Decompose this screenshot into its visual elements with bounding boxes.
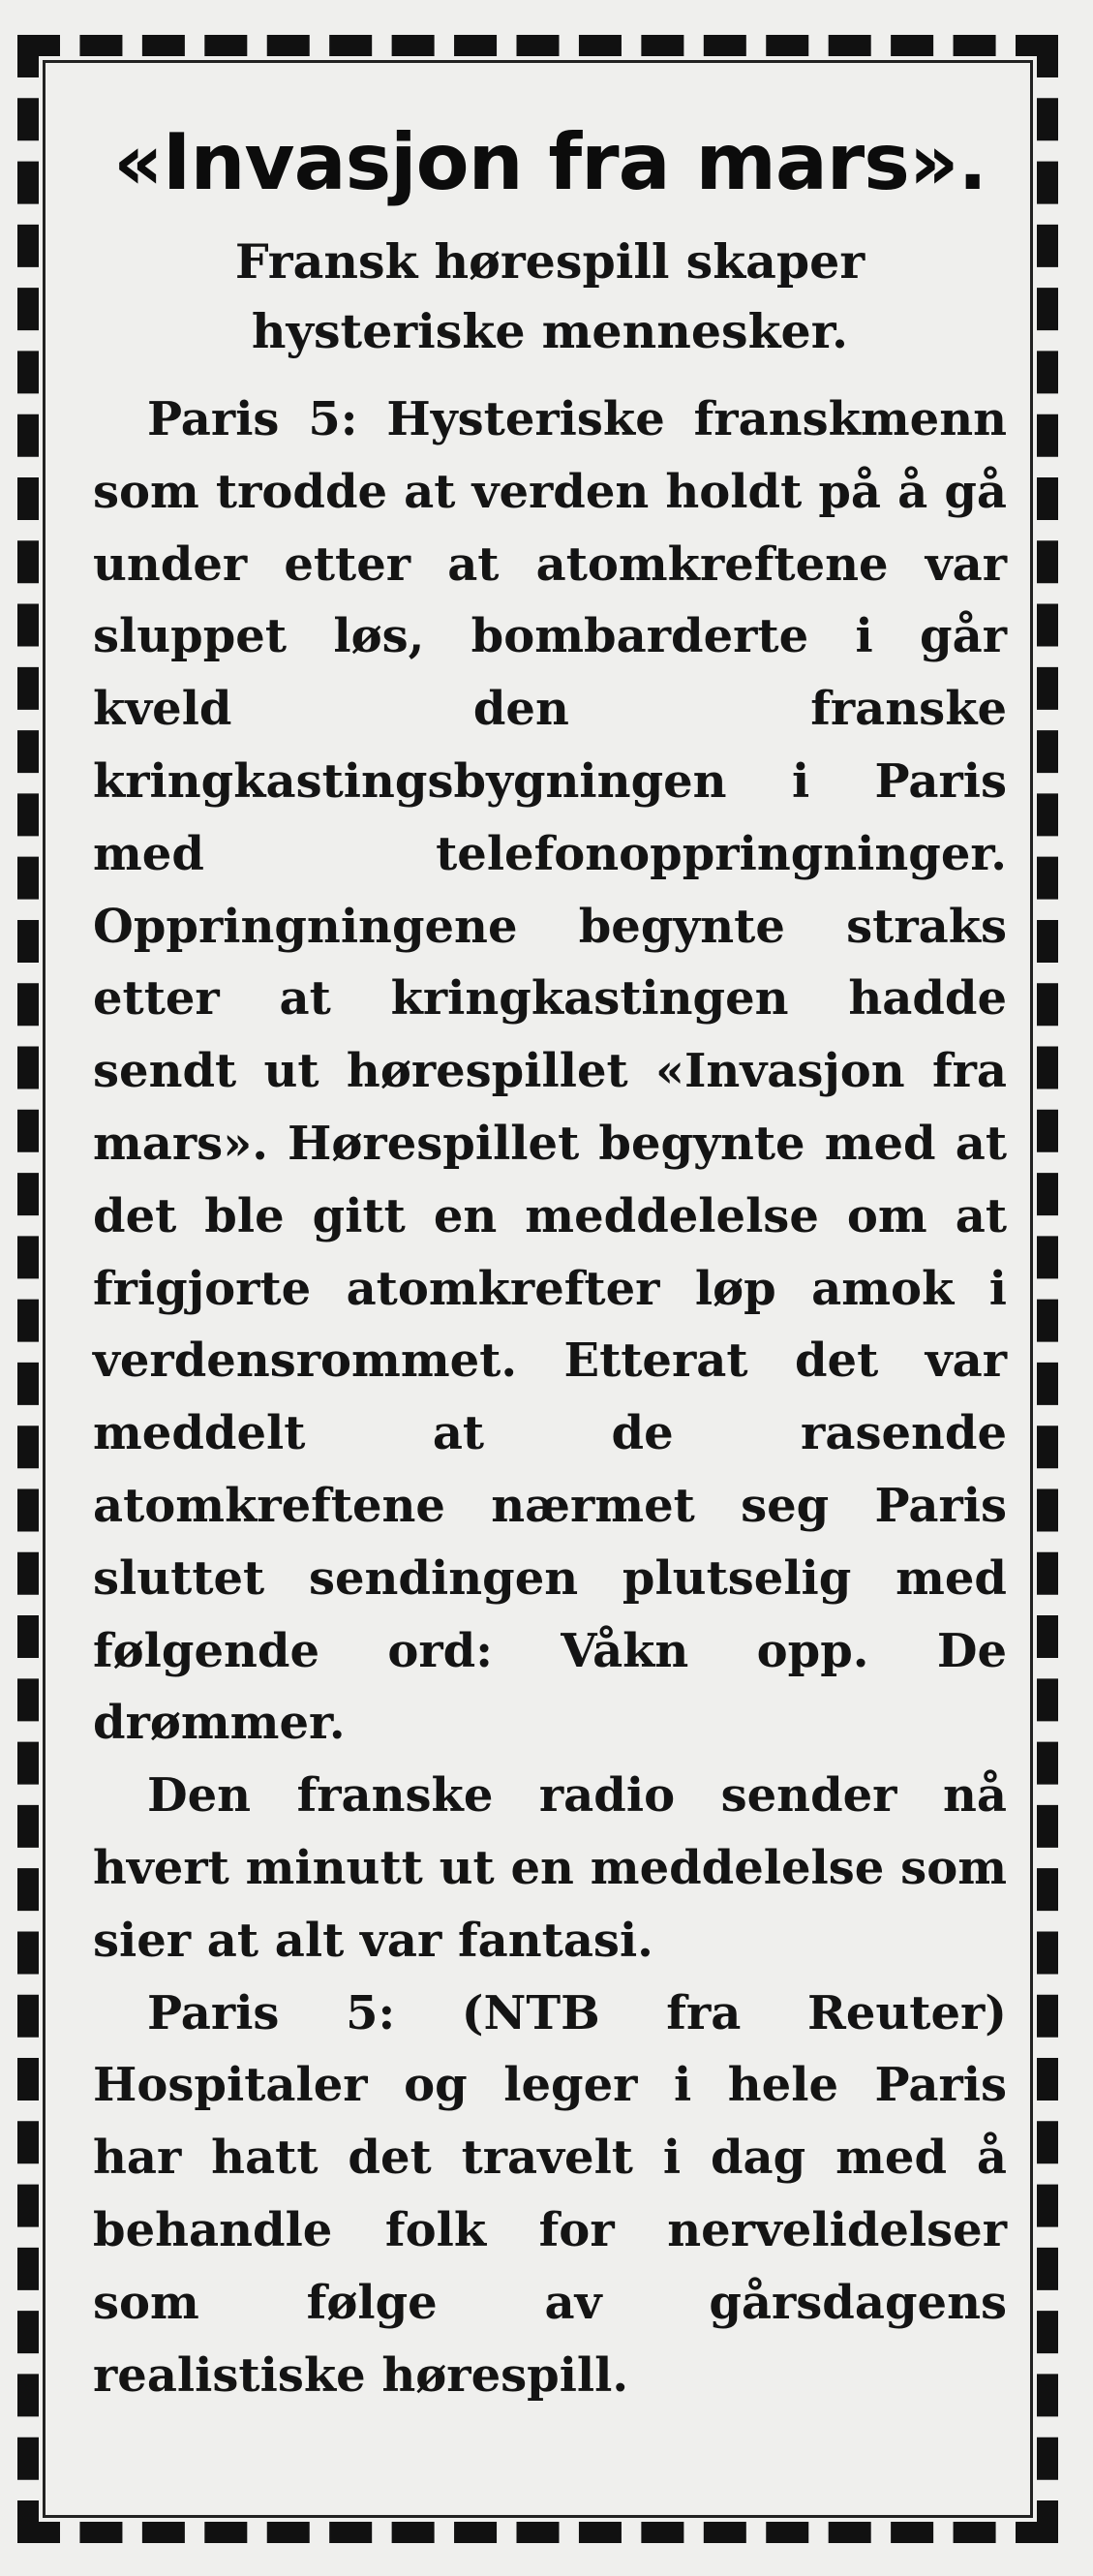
headline: «Invasjon fra mars». <box>113 117 987 207</box>
article-body <box>93 383 1007 2411</box>
subheadline: Fransk hørespill skaper hysteriske mennesker. <box>234 233 865 359</box>
article <box>93 116 1007 2411</box>
paragraph-1: Paris 5: Hysteriske franskmenn som trodde at verden holdt på å gå under etter at atomkreftene var sluppet løs, bombarderte i går kveld den franske kringkastingsbygningen i Paris med telefonoppringninger. Oppringningene begynte straks etter at kringkastingen hadde sendt ut hørespillet «Invasjon fra mars». Hørespillet begynte med at det ble gitt en meddelelse om at frigjorte atomkrefter løp amok i verdensrommet. Etterat det var meddelt at de rasende atomkreftene nærmet seg Paris sluttet sendingen plutselig med følgende ord: Våkn opp. De drømmer. <box>93 392 1007 1751</box>
paragraph-2: Den franske radio sender nå hvert minutt ut en meddelelse som sier at alt var fantasi. <box>93 1768 1007 1968</box>
paragraph-3: Paris 5: (NTB fra Reuter) Hospitaler og leger i hele Paris har hatt det travelt i dag med å behandle folk for nervelidelser som følge av gårsdagens realistiske hørespill. <box>93 1985 1007 2403</box>
